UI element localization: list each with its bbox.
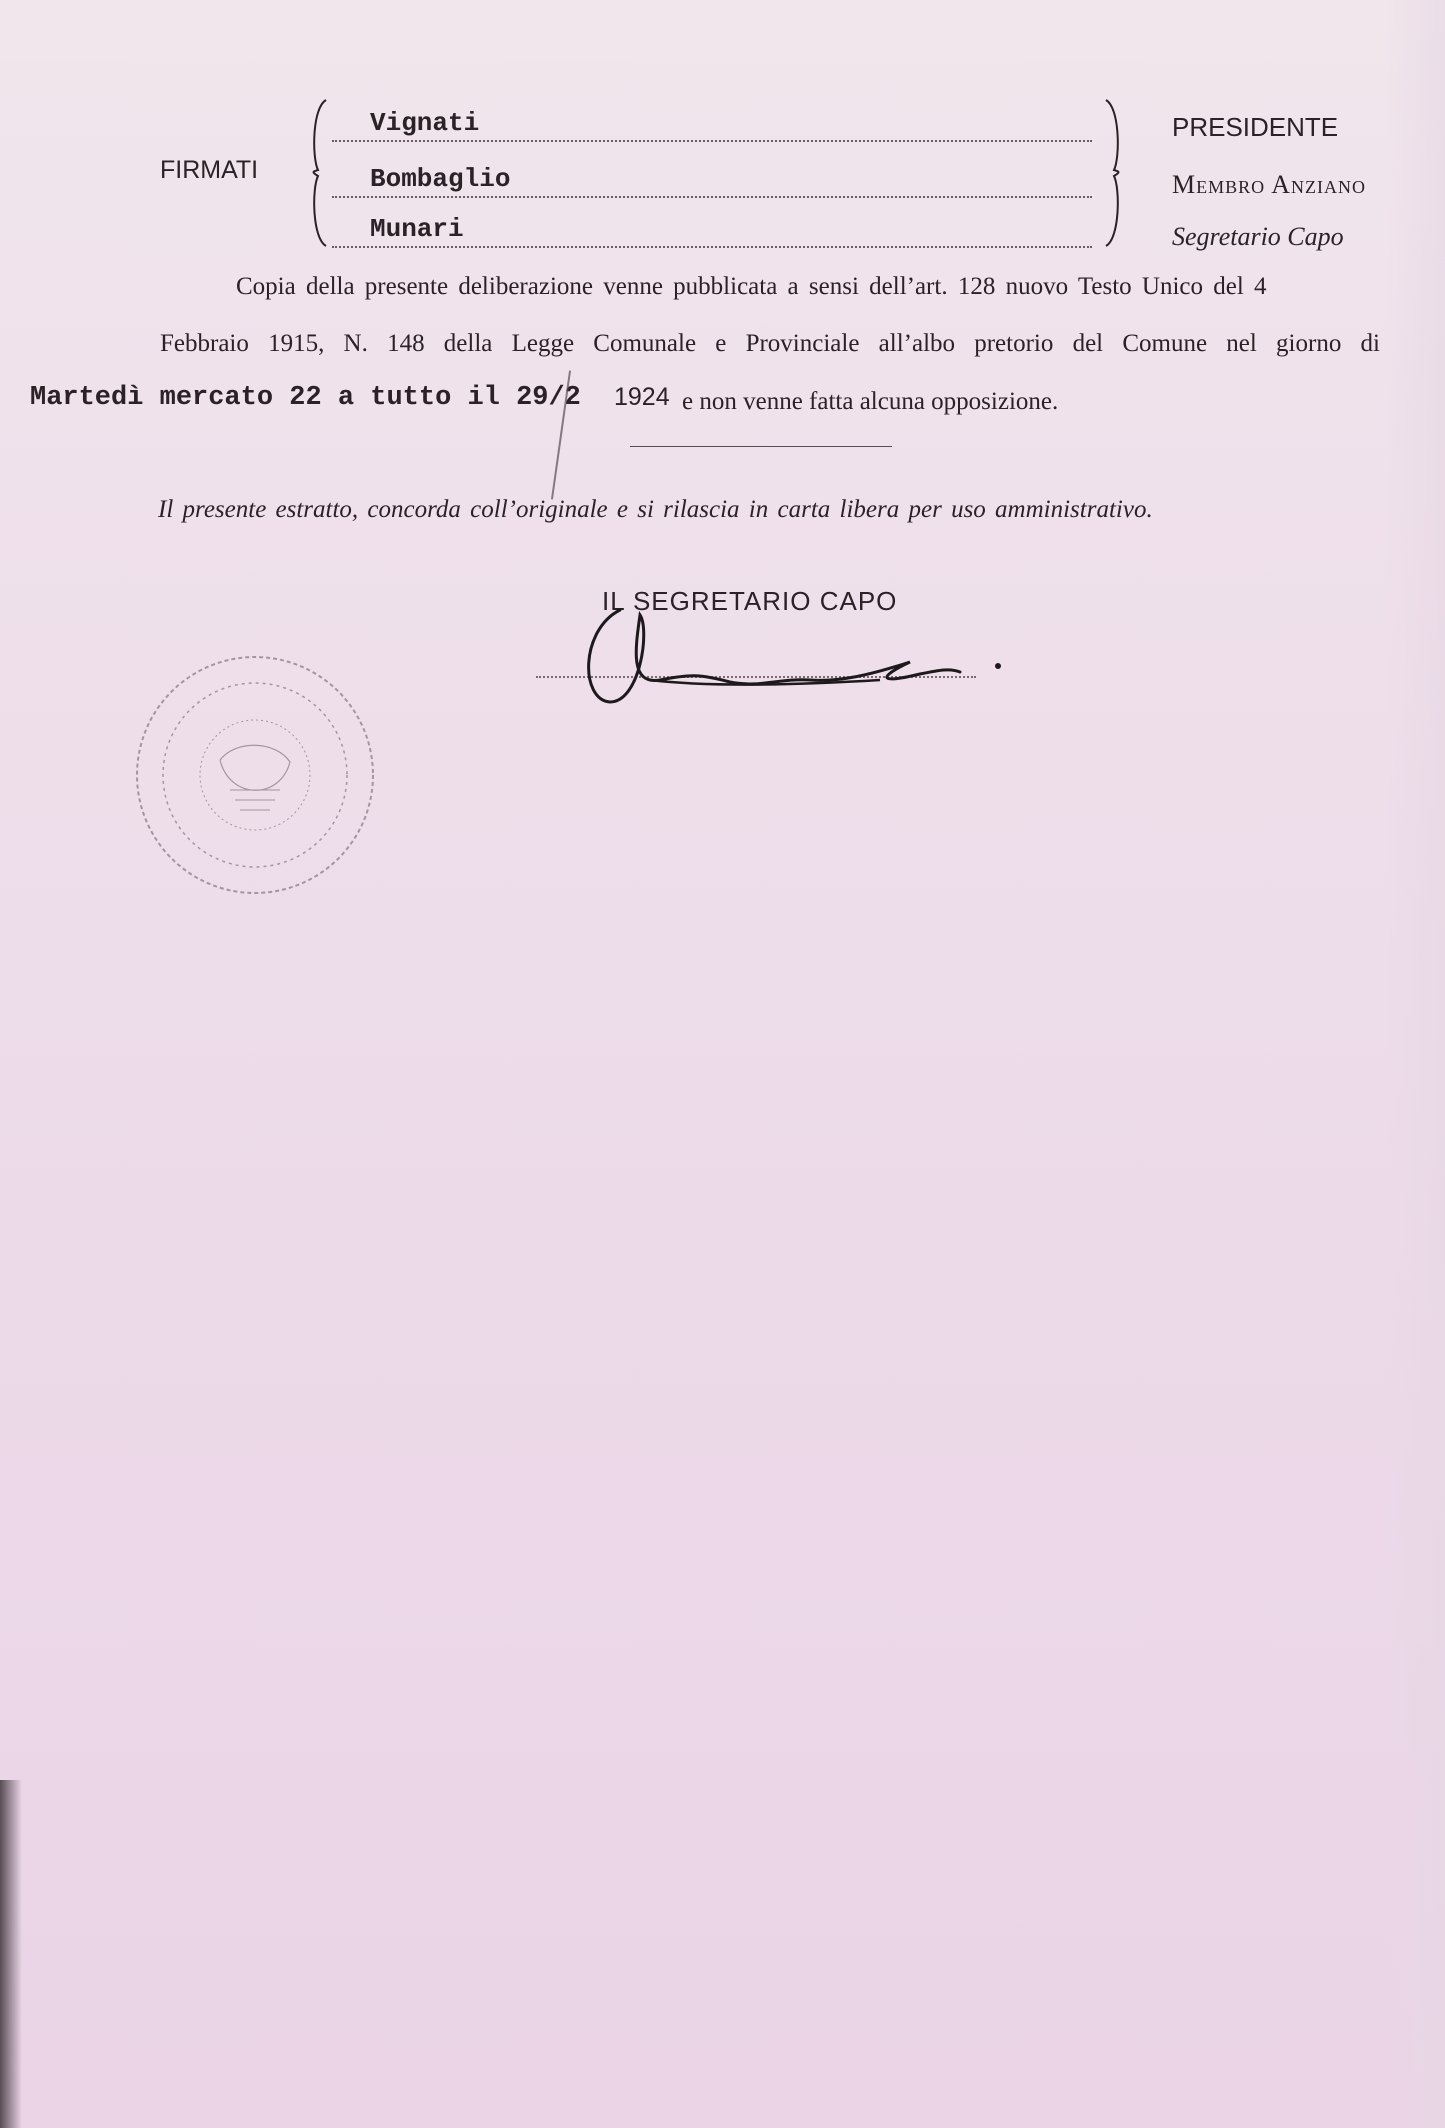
municipal-seal-stamp (130, 650, 380, 900)
segretario-title: IL SEGRETARIO CAPO (602, 586, 898, 616)
signatory-row-member (332, 162, 1092, 198)
signatory-name: Vignati (370, 108, 480, 138)
paper-shading (1385, 0, 1445, 2128)
handwritten-signature (580, 590, 1010, 720)
role-president: PRESIDENTE (1172, 112, 1339, 142)
role-secretary: Segretario Capo (1172, 222, 1344, 251)
publication-closing: e non venne fatta alcuna opposizione. (682, 388, 1059, 415)
page-edge-shadow (0, 1780, 22, 2128)
signatory-row-president (332, 106, 1092, 142)
left-brace (306, 98, 332, 248)
estratto-note: Il presente estratto, concorda coll’originale e si rilascia in carta libera per uso amministrativo. (158, 496, 1153, 523)
signatory-name: Munari (370, 214, 464, 244)
role-member: Membro Anziano (1172, 170, 1366, 199)
publication-line-1: Copia della presente deliberazione venne pubblicata a sensi dell’art. 128 nuovo Testo Unico del 4 (236, 273, 1267, 300)
signatory-row-secretary (332, 212, 1092, 248)
firmati-label: FIRMATI (160, 156, 259, 184)
section-divider (630, 446, 892, 447)
publication-line-2: Febbraio 1915, N. 148 della Legge Comunale e Provinciale all’albo pretorio del Comune nel giorno di (160, 330, 1380, 357)
right-brace (1100, 98, 1126, 248)
publication-year: 1924 (614, 383, 670, 411)
typed-dates: Martedì mercato 22 a tutto il 29/2 (30, 383, 581, 413)
signatory-name: Bombaglio (370, 164, 511, 194)
